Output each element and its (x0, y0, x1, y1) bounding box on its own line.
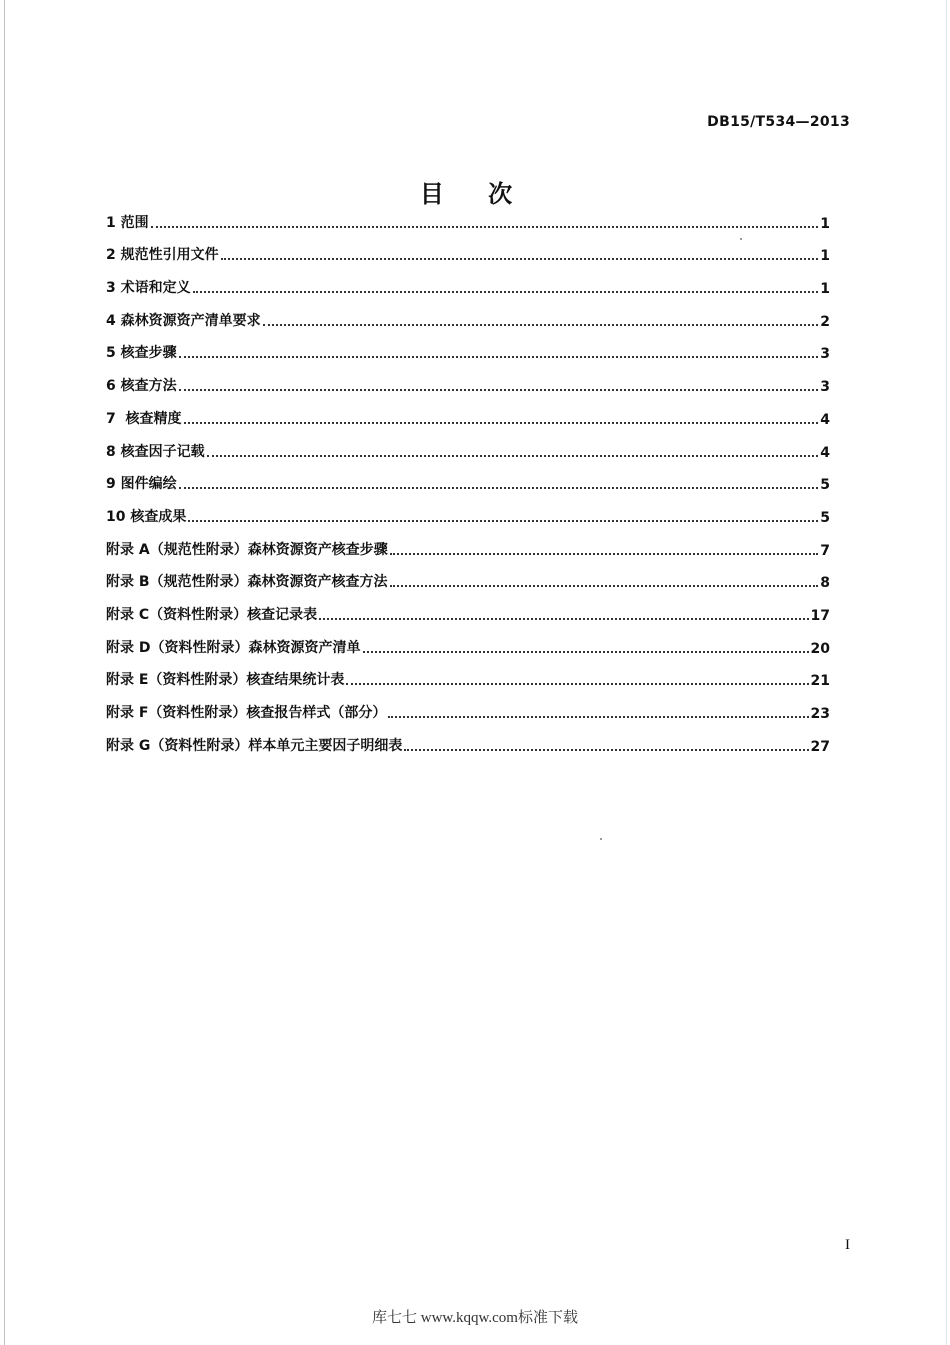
toc-entry[interactable] (106, 303, 830, 336)
toc-leader-dots (179, 356, 819, 358)
toc-entry-label: 9 图件编绘 (106, 476, 177, 493)
toc-entry[interactable] (106, 401, 830, 434)
toc-entry[interactable] (106, 695, 830, 728)
toc-entry-label: 1 范围 (106, 214, 149, 231)
toc-entry-label: 附录 C（资料性附录）核查记录表 (106, 606, 318, 623)
toc-entry-label: 附录 D（资料性附录）森林资源资产清单 (106, 639, 361, 656)
toc-leader-dots (184, 422, 819, 424)
toc-entry-page: 5 (820, 477, 830, 494)
toc-entry[interactable] (106, 597, 830, 630)
scan-speck (600, 838, 602, 840)
toc-entry-label: 附录 G（资料性附录）样本单元主要因子明细表 (106, 737, 403, 754)
toc-leader-dots (363, 651, 809, 653)
toc-entry-page: 1 (820, 215, 830, 232)
toc-entry-page: 8 (820, 575, 830, 592)
toc-entry-label: 6 核查方法 (106, 378, 177, 395)
toc-entry-page: 1 (820, 248, 830, 265)
toc-leader-dots (179, 389, 819, 391)
toc-entry[interactable] (106, 434, 830, 467)
toc-entry-page: 3 (820, 379, 830, 396)
toc-title: 目 次 (419, 180, 531, 208)
toc-entry[interactable] (106, 368, 830, 401)
toc-entry-label: 附录 A（规范性附录）森林资源资产核查步骤 (106, 541, 388, 558)
toc-entry-page: 3 (820, 346, 830, 363)
toc-leader-dots (390, 585, 819, 587)
toc-entry-label: 3 术语和定义 (106, 280, 191, 297)
toc-entry[interactable] (106, 205, 830, 238)
toc-leader-dots (188, 520, 818, 522)
toc-entry-page: 1 (820, 281, 830, 298)
toc-leader-dots (346, 683, 808, 685)
toc-entry-page: 21 (810, 673, 830, 690)
scan-speck (740, 238, 742, 240)
toc-entry[interactable] (106, 467, 830, 500)
toc-entry[interactable] (106, 663, 830, 696)
toc-entry-label: 10 核查成果 (106, 508, 187, 525)
toc-leader-dots (388, 716, 808, 718)
toc-entry-label: 4 森林资源资产清单要求 (106, 312, 261, 329)
toc-leader-dots (193, 291, 819, 293)
toc-leader-dots (404, 749, 808, 751)
toc-entry-page: 4 (820, 411, 830, 428)
toc-leader-dots (179, 487, 819, 489)
footer-watermark: 库七七 www.kqqw.com标准下载 (372, 1310, 578, 1326)
toc-leader-dots (390, 553, 819, 555)
toc-leader-dots (319, 618, 808, 620)
toc-entry-page: 27 (810, 738, 830, 755)
toc-entry-label: 附录 F（资料性附录）核查报告样式（部分） (106, 705, 387, 721)
toc-entry-page: 17 (810, 607, 830, 624)
toc-entry-label: 2 规范性引用文件 (106, 247, 219, 264)
toc-leader-dots (207, 455, 819, 457)
toc-entry-page: 5 (820, 509, 830, 526)
toc-entry-label: 附录 E（资料性附录）核查结果统计表 (106, 672, 345, 689)
toc-entry-page: 7 (820, 542, 830, 559)
page-number: I (845, 1237, 850, 1253)
toc-leader-dots (221, 258, 819, 260)
toc-entry[interactable] (106, 499, 830, 532)
toc-leader-dots (151, 226, 819, 228)
toc-entry[interactable] (106, 565, 830, 598)
toc-entry-label: 8 核查因子记载 (106, 443, 205, 460)
toc-entry[interactable] (106, 270, 830, 303)
toc-entry-label: 7 核查精度 (106, 410, 182, 427)
toc-entry[interactable] (106, 630, 830, 663)
toc-entry[interactable] (106, 336, 830, 369)
table-of-contents (106, 205, 830, 761)
toc-entry-label: 附录 B（规范性附录）森林资源资产核查方法 (106, 574, 388, 591)
toc-leader-dots (263, 324, 819, 326)
toc-entry[interactable] (106, 532, 830, 565)
toc-entry-page: 23 (810, 706, 830, 722)
toc-entry-page: 20 (810, 640, 830, 657)
toc-entry-label: 5 核查步骤 (106, 345, 177, 362)
toc-entry-page: 4 (820, 444, 830, 461)
toc-entry-page: 2 (820, 313, 830, 330)
document-code: DB15/T534—2013 (707, 114, 850, 130)
toc-entry[interactable] (106, 238, 830, 271)
toc-entry[interactable] (106, 728, 830, 761)
